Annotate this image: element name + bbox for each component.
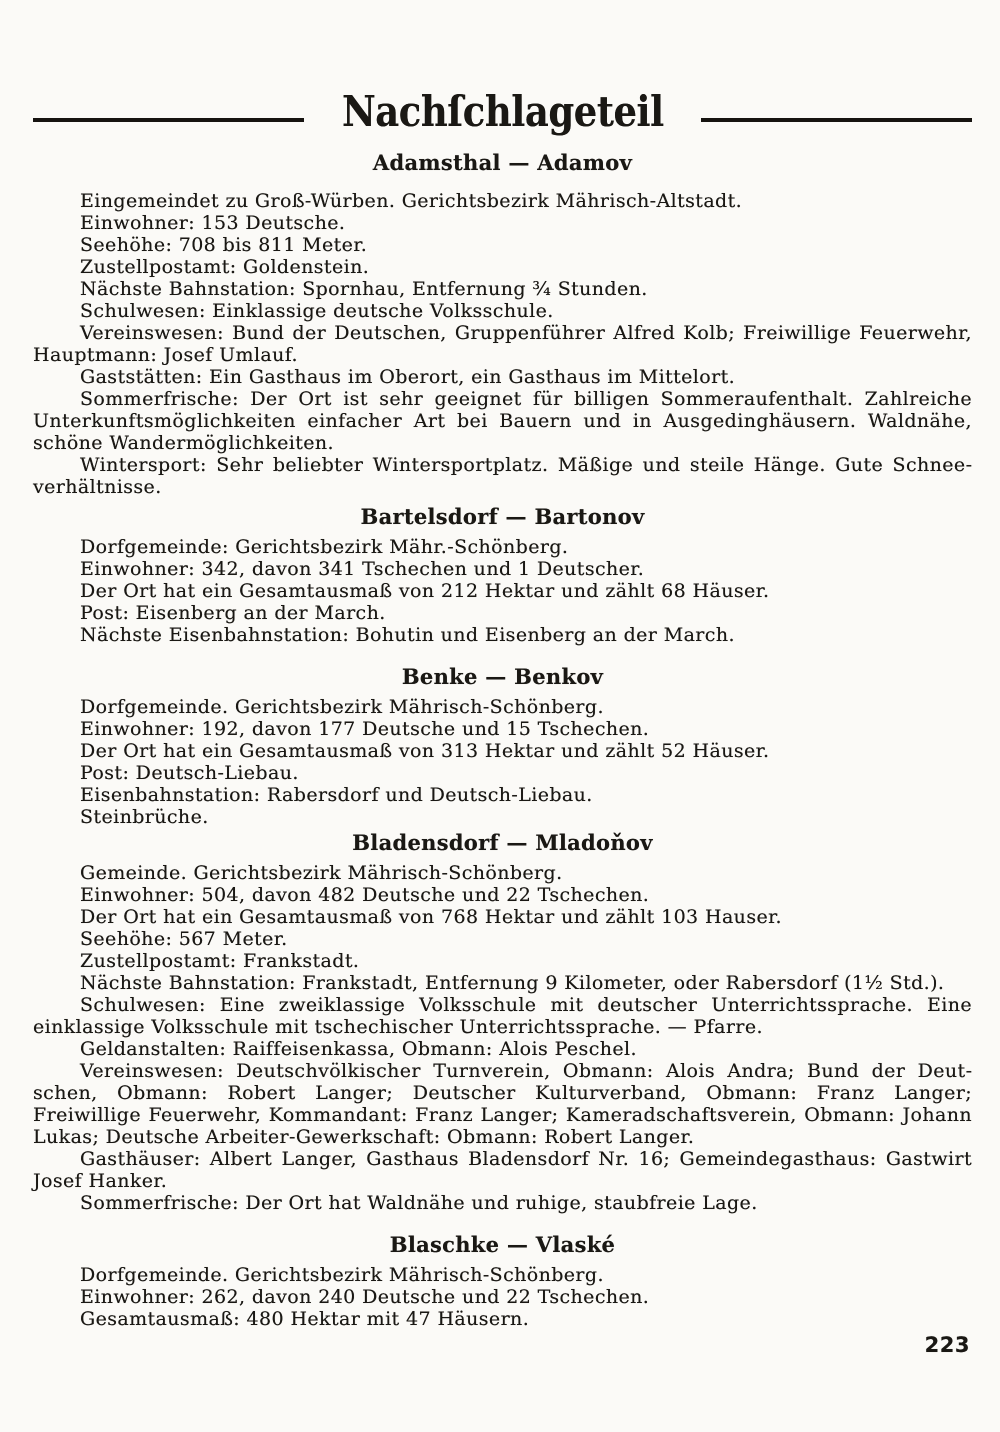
entry-paragraph: Einwohner: 504, davon 482 Deutsche und 22 Tschechen. — [80, 884, 650, 906]
entry-paragraph: Seehöhe: 567 Meter. — [80, 928, 288, 950]
entry-paragraph: Schulwesen: Einklassige deutsche Volksschule. — [80, 300, 554, 322]
entry-bartelsdorf — [33, 504, 972, 646]
entry-paragraph: Gaststätten: Ein Gasthaus im Oberort, ein Gasthaus im Mittelort. — [80, 366, 736, 388]
entry-paragraph: Steinbrüche. — [80, 806, 209, 828]
entry-paragraph: Schulwesen: Eine zweiklassige Volksschule mit deutscher Unterrichtssprache. Eine einklassige Volksschule mit tschechischer Unterrichtssprache. — Pfarre. — [33, 994, 972, 1038]
page-title-text: Nachſchlageteil — [341, 87, 664, 136]
entry-paragraph: Post: Eisenberg an der March. — [80, 602, 386, 624]
page-title — [320, 86, 686, 138]
title-rule-right — [701, 118, 972, 122]
entry-paragraph: Sommerfrische: Der Ort ist sehr geeignet für billigen Sommeraufenthalt. Zahlreiche Unterkunftsmöglichkeiten einfacher Art bei Bauern und in Ausgedinghäusern. Waldnähe, schöne Wandermöglichkeiten. — [33, 388, 972, 454]
entry-paragraph: Einwohner: 192, davon 177 Deutsche und 15 Tschechen. — [80, 718, 650, 740]
entry-paragraph: Einwohner: 262, davon 240 Deutsche und 22 Tschechen. — [80, 1286, 650, 1308]
entry-paragraph: Sommerfrische: Der Ort hat Waldnähe und ruhige, staubfreie Lage. — [80, 1192, 758, 1214]
entry-paragraph: Gesamtausmaß: 480 Hektar mit 47 Häusern. — [80, 1308, 530, 1330]
entry-paragraph: Eisenbahnstation: Rabersdorf und Deutsch-Liebau. — [80, 784, 593, 806]
entry-adamsthal — [33, 150, 972, 498]
entry-heading: Benke — Benkov — [401, 664, 604, 689]
entry-heading: Blaschke — Vlaské — [389, 1232, 616, 1257]
entry-paragraph: Der Ort hat ein Gesamtausmaß von 768 Hektar und zählt 103 Hauser. — [80, 906, 782, 928]
entry-paragraph: Wintersport: Sehr beliebter Wintersportplatz. Mäßige und steile Hänge. Gute Schneeverhältnisse. — [33, 454, 972, 498]
entry-paragraph: Zustellpostamt: Goldenstein. — [80, 256, 370, 278]
entry-heading: Adamsthal — Adamov — [372, 150, 633, 175]
entry-paragraph: Nächste Eisenbahnstation: Bohutin und Eisenberg an der March. — [80, 624, 735, 646]
masthead — [33, 86, 972, 138]
entry-heading: Bladensdorf — Mladoňov — [352, 830, 653, 855]
title-rule-left — [33, 118, 304, 122]
entry-bladensdorf — [33, 830, 972, 1214]
entry-paragraph: Seehöhe: 708 bis 811 Meter. — [80, 234, 368, 256]
entry-paragraph: Vereinswesen: Deutschvölkischer Turnverein, Obmann: Alois Andra; Bund der Deutschen, Obmann: Robert Langer; Deutscher Kulturverband, Obmann: Franz Langer; Freiwillige Feuerwehr, Kommandant: Franz Langer; Kameradschaftsverein, Obmann: Johann Lukas; Deutsche Arbeiter-Gewerkschaft: Obmann: Robert Langer. — [33, 1060, 972, 1148]
entry-paragraph: Nächste Bahnstation: Frankstadt, Entfernung 9 Kilometer, oder Rabersdorf (1½ Std.). — [80, 972, 945, 994]
page-number: 223 — [924, 1333, 970, 1357]
entry-paragraph: Eingemeindet zu Groß-Würben. Gerichtsbezirk Mährisch-Altstadt. — [80, 190, 743, 212]
entry-paragraph: Nächste Bahnstation: Spornhau, Entfernung ¾ Stunden. — [80, 278, 648, 300]
entry-paragraph: Dorfgemeinde. Gerichtsbezirk Mährisch-Schönberg. — [80, 696, 604, 718]
entry-blaschke — [33, 1232, 972, 1330]
entry-paragraph: Einwohner: 342, davon 341 Tschechen und 1 Deutscher. — [80, 558, 645, 580]
entry-paragraph: Dorfgemeinde. Gerichtsbezirk Mährisch-Schönberg. — [80, 1264, 604, 1286]
entry-paragraph: Post: Deutsch-Liebau. — [80, 762, 299, 784]
entry-paragraph: Gasthäuser: Albert Langer, Gasthaus Bladensdorf Nr. 16; Gemeindegasthaus: Gastwirt Josef Hanker. — [33, 1148, 972, 1192]
entry-paragraph: Vereinswesen: Bund der Deutschen, Gruppenführer Alfred Kolb; Freiwillige Feuerwehr, Hauptmann: Josef Umlauf. — [33, 322, 972, 366]
entry-paragraph: Geldanstalten: Raiffeisenkassa, Obmann: Alois Peschel. — [80, 1038, 637, 1060]
entry-paragraph: Gemeinde. Gerichtsbezirk Mährisch-Schönberg. — [80, 862, 563, 884]
entry-benke — [33, 664, 972, 828]
entry-paragraph: Dorfgemeinde: Gerichtsbezirk Mähr.-Schönberg. — [80, 536, 569, 558]
entry-paragraph: Zustellpostamt: Frankstadt. — [80, 950, 360, 972]
entry-paragraph: Der Ort hat ein Gesamtausmaß von 212 Hektar und zählt 68 Häuser. — [80, 580, 770, 602]
entry-paragraph: Einwohner: 153 Deutsche. — [80, 212, 346, 234]
entry-heading: Bartelsdorf — Bartonov — [360, 504, 645, 529]
entry-paragraph: Der Ort hat ein Gesamtausmaß von 313 Hektar und zählt 52 Häuser. — [80, 740, 770, 762]
